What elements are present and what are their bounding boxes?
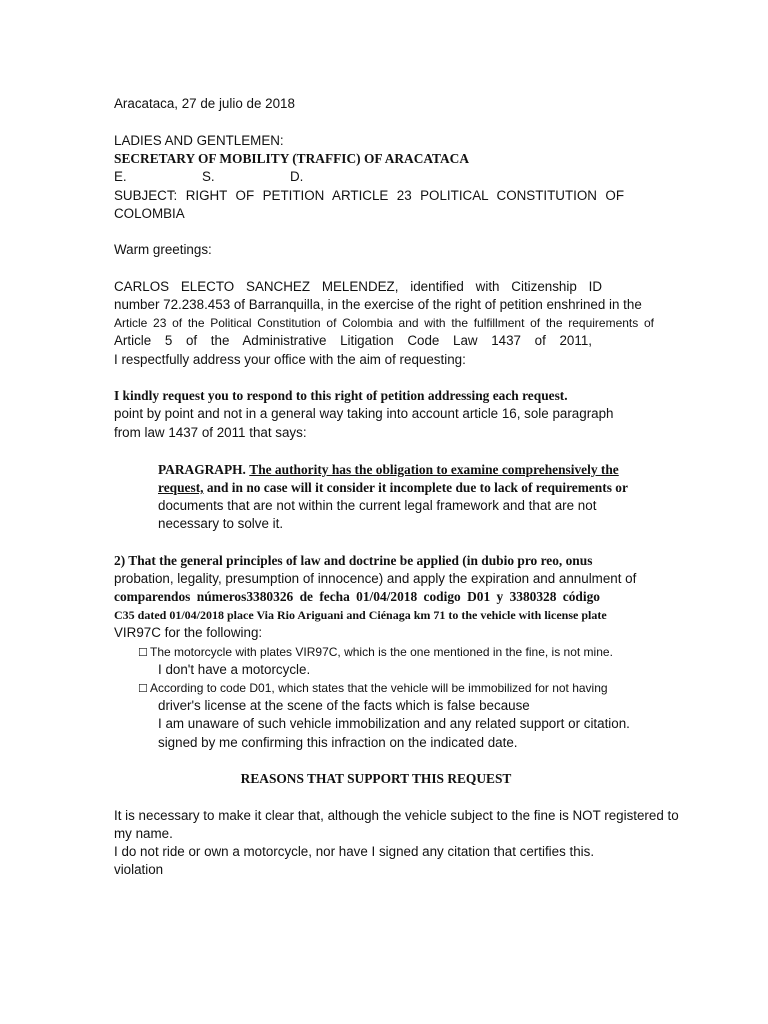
paragraph-line-4: necessary to solve it. (158, 516, 284, 531)
intro-line-3: Article 23 of the Political Constitution of Colombia and with the fulfillment of the requirements of (114, 316, 654, 330)
bullet-2-line-3: I am unaware of such vehicle immobilization and any related support or citation. (158, 716, 630, 731)
point2-bold: 2) That the general principles of law and doctrine be applied (in dubio pro reo, onus (114, 553, 593, 568)
paragraph-line-3: documents that are not within the current legal framework and that are not (158, 498, 597, 513)
paragraph-line-1 (158, 461, 658, 479)
reasons-line-3: I do not ride or own a motorcycle, nor have I signed any citation that certifies this. (114, 844, 595, 859)
point2-tail: VIR97C for the following: (114, 625, 263, 640)
esd-s: S. (202, 169, 215, 184)
bullet-1-line-1 (138, 643, 638, 662)
reasons-heading: REASONS THAT SUPPORT THIS REQUEST (240, 771, 512, 786)
point2-bold-2: comparendos números3380326 de fecha 01/04/2018 codigo D01 y 3380328 código (114, 589, 600, 604)
esd-line (114, 168, 638, 186)
recipient: SECRETARY OF MOBILITY (TRAFFIC) OF ARACATACA (114, 151, 470, 166)
reasons-line-2: my name. (114, 826, 173, 841)
checkbox-glyph-icon: ☐ (138, 683, 148, 695)
bullet-1-line-2: I don't have a motorcycle. (158, 662, 311, 677)
date-line: Aracataca, 27 de julio de 2018 (114, 96, 295, 111)
salutation: LADIES AND GENTLEMEN: (114, 133, 284, 148)
intro-line-2: number 72.238.453 of Barranquilla, in the exercise of the right of petition enshrined in the (114, 297, 642, 312)
point2-bold-3: C35 dated 01/04/2018 place Via Rio Ariguani and Ciénaga km 71 to the vehicle with license plate (114, 608, 607, 622)
paragraph-underlined-2: request, (158, 480, 204, 495)
subject-line-1: SUBJECT: RIGHT OF PETITION ARTICLE 23 POLITICAL CONSTITUTION OF (114, 188, 624, 203)
paragraph-underlined-1: The authority has the obligation to examine comprehensively the (249, 462, 619, 477)
point2-plain: probation, legality, presumption of innocence) and apply the expiration and annulment of (114, 571, 637, 586)
intro-line-5: I respectfully address your office with the aim of requesting: (114, 352, 466, 367)
greeting: Warm greetings: (114, 242, 212, 257)
paragraph-label: PARAGRAPH. (158, 462, 246, 477)
request-line-3: from law 1437 of 2011 that says: (114, 425, 307, 440)
bullet-2-line-2: driver's license at the scene of the facts which is false because (158, 698, 530, 713)
bullet-2-line-4: signed by me confirming this infraction on the indicated date. (158, 735, 518, 750)
esd-d: D. (290, 169, 304, 184)
request-bold: I kindly request you to respond to this right of petition addressing each request. (114, 388, 568, 403)
paragraph-line-2 (158, 479, 658, 497)
paragraph-bold-rest: and in no case will it consider it incomplete due to lack of requirements or (203, 480, 628, 495)
intro-line-4: Article 5 of the Administrative Litigation Code Law 1437 of 2011, (114, 333, 592, 348)
reasons-line-1: It is necessary to make it clear that, although the vehicle subject to the fine is NOT registered to (114, 808, 679, 823)
bullet-2-line-1 (138, 679, 638, 698)
intro-line-1: CARLOS ELECTO SANCHEZ MELENDEZ, identified with Citizenship ID (114, 279, 602, 294)
bullet-1-text: The motorcycle with plates VIR97C, which is the one mentioned in the fine, is not mine. (150, 645, 613, 659)
esd-e: E. (114, 169, 127, 184)
reasons-line-4: violation (114, 862, 164, 877)
checkbox-glyph-icon: ☐ (138, 647, 148, 659)
request-line-2: point by point and not in a general way taking into account article 16, sole paragraph (114, 406, 614, 421)
subject-line-2: COLOMBIA (114, 206, 185, 221)
bullet-2-text: According to code D01, which states that the vehicle will be immobilized for not having (150, 681, 608, 695)
